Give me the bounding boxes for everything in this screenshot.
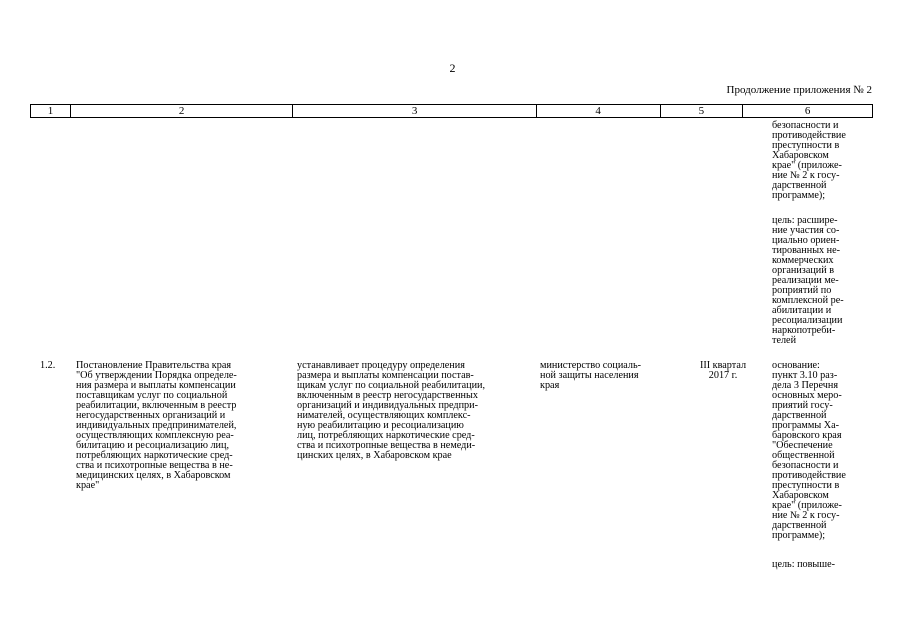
basis-continuation-text: безопасности и противодействие преступности в Хабаровском крае" (приложе- ние № 2 к госу- дарственной программе); [772, 120, 846, 201]
continuation-label: Продолжение приложения № 2 [726, 84, 872, 96]
column-header-1: 1 [31, 105, 71, 117]
row-number: 1.2. [40, 360, 56, 371]
document-content: устанавливает процедуру определения размера и выплаты компенсации постав- щикам услуг по социальной реабилитации, включенным в реестр негосударственных организаций и индивидуальных предпри- нимателей, осуществляющих комплекс- ную реабилитацию и ресоциализацию лиц, потребляющих наркотические сред- ства и психотропные вещества в немеди- цинских целях, в Хабаровском крае [297, 360, 486, 461]
page-number: 2 [449, 61, 456, 75]
goal-start-text: цель: повыше- [772, 559, 836, 570]
executor: министерство социаль- ной защиты населения края [540, 360, 641, 391]
basis-text: основание: пункт 3.10 раз- дела 3 Перечня основных меро- приятий госу- дарственной программы Ха- баровского края "Обеспечение общественной безопасности и противодействие преступности в Хабаровском крае" (приложе- ние № 2 к госу- дарственной программе); [772, 360, 846, 541]
goal-text: цель: расшире- ние участия со- циально ориен- тированных не- коммерческих организаций в реализации ме- роприятий по комплексной ре- абилитации и ресоциализации наркопотреби- телей [772, 215, 844, 346]
column-header-6: 6 [804, 105, 811, 117]
column-header-4: 4 [537, 105, 661, 117]
document-name: Постановление Правительства края "Об утверждении Порядка определе- ния размера и выплаты компенсации поставщикам услуг по социальной реабилитации, включенным в реестр негосударственных организаций и индивидуальных предпринимателей, осуществляющих комплексную реа- билитацию и ресоциализацию лиц, потребляющих наркотические сред- ства и психотропные вещества в не- медицинских целях, в Хабаровском крае" [76, 360, 237, 491]
term: III квартал 2017 г. [699, 360, 747, 381]
table-header-row [30, 104, 873, 118]
column-header-5: 5 [661, 105, 744, 117]
column-header-3: 3 [293, 105, 536, 117]
column-header-2: 2 [71, 105, 293, 117]
